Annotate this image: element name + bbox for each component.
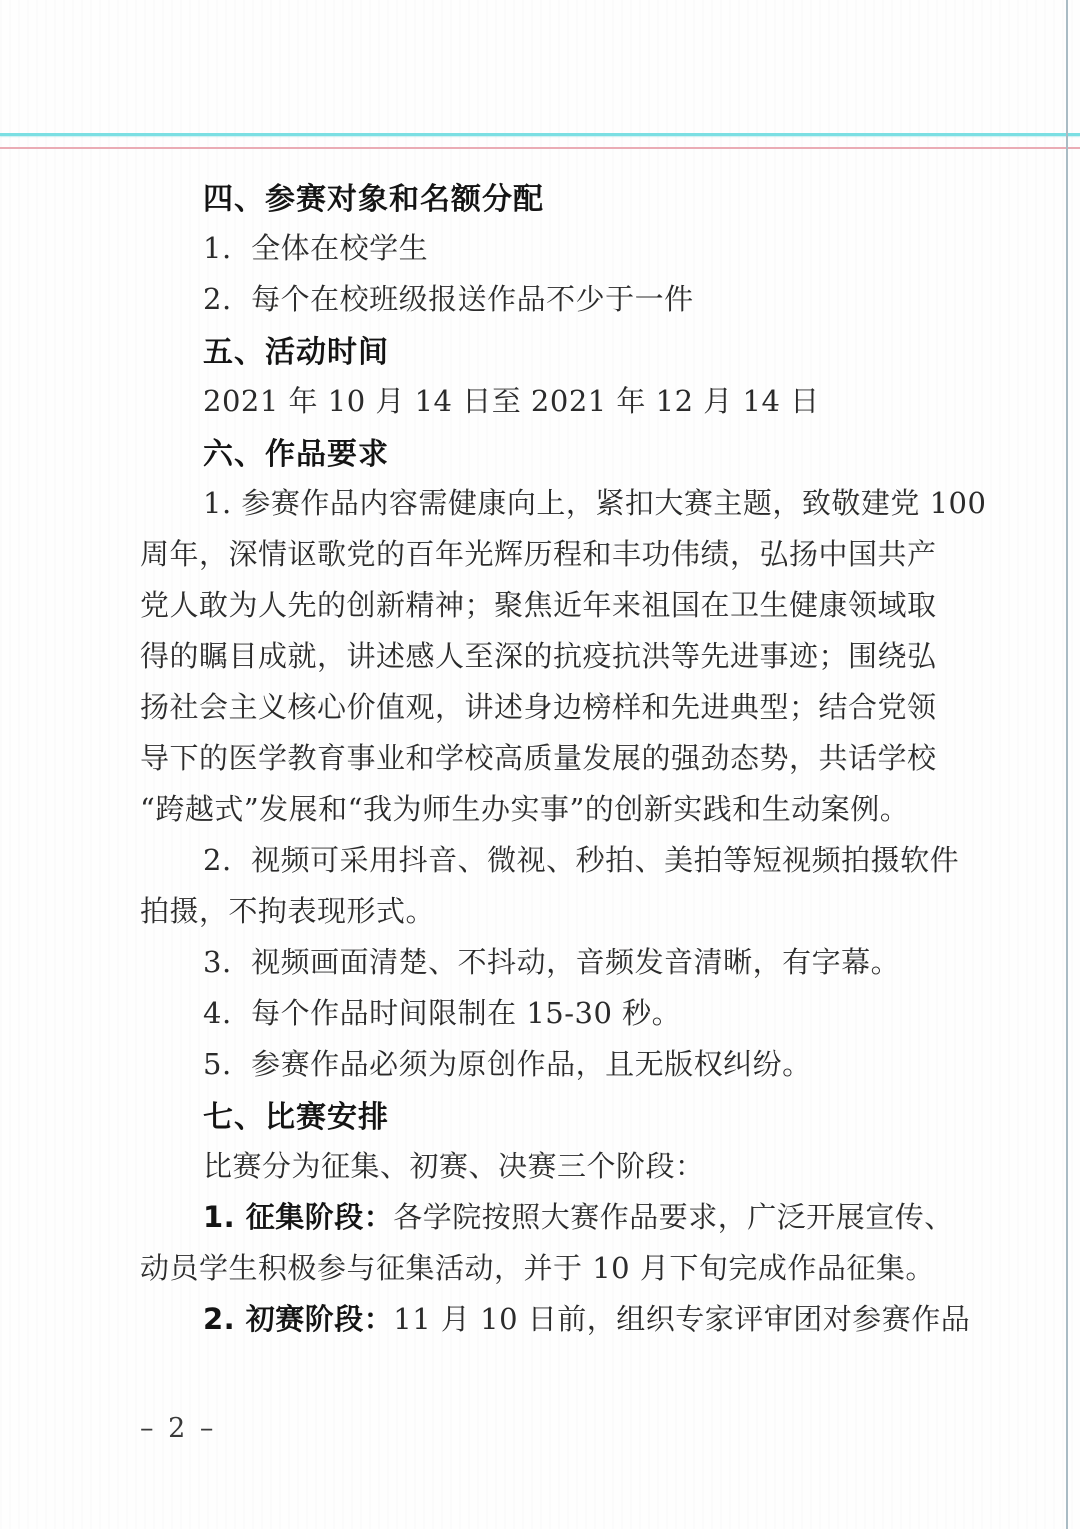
- requirement-1-line-1: 1. 参赛作品内容需健康向上，紧扣大赛主题，致敬建党 100: [203, 486, 987, 520]
- heading-section-7: 七、比赛安排: [203, 1099, 389, 1135]
- requirement-3: 3. 视频画面清楚、不抖动，音频发音清晰，有字幕。: [203, 945, 901, 979]
- requirement-2-line-1: 2. 视频可采用抖音、微视、秒拍、美拍等短视频拍摄软件: [203, 843, 960, 877]
- requirement-1-line-2: 周年，深情讴歌党的百年光辉历程和丰功伟绩，弘扬中国共产: [140, 537, 937, 571]
- list-item-eligibility-2: 2. 每个在校班级报送作品不少于一件: [203, 282, 694, 316]
- page-number: – 2 –: [140, 1412, 217, 1444]
- stage-2-bold-label: 2. 初赛阶段：: [203, 1302, 394, 1336]
- stage-overview-line: 比赛分为征集、初赛、决赛三个阶段：: [203, 1149, 705, 1183]
- stage-1-collection-line-2: 动员学生积极参与征集活动，并于 10 月下旬完成作品征集。: [140, 1251, 935, 1285]
- requirement-4: 4. 每个作品时间限制在 15-30 秒。: [203, 996, 682, 1030]
- requirement-1-line-6: 导下的医学教育事业和学校高质量发展的强劲态势，共话学校: [140, 741, 937, 775]
- stage-2-preliminary-line-1: [140, 1292, 971, 1343]
- stage-2-text: 11 月 10 日前，组织专家评审团对参赛作品: [393, 1302, 971, 1336]
- top-pink-rule-line: [0, 147, 1080, 149]
- requirement-1-line-7: “跨越式”发展和“我为师生办实事”的创新实践和生动案例。: [140, 792, 910, 826]
- stage-1-text: 各学院按照大赛作品要求，广泛开展宣传、: [393, 1200, 954, 1234]
- heading-section-6: 六、作品要求: [203, 436, 389, 472]
- heading-section-5: 五、活动时间: [203, 334, 389, 370]
- document-body: [140, 170, 987, 1343]
- top-cyan-rule-line: [0, 133, 1080, 136]
- stage-1-collection-line-1: [140, 1190, 954, 1241]
- requirement-1-line-5: 扬社会主义核心价值观，讲述身边榜样和先进典型；结合党领: [140, 690, 937, 724]
- requirement-5: 5. 参赛作品必须为原创作品，且无版权纠纷。: [203, 1047, 812, 1081]
- requirement-1-line-3: 党人敢为人先的创新精神；聚焦近年来祖国在卫生健康领域取: [140, 588, 937, 622]
- right-edge-scan-line: [1066, 0, 1068, 1529]
- requirement-1-line-4: 得的瞩目成就，讲述感人至深的抗疫抗洪等先进事迹；围绕弘: [140, 639, 937, 673]
- activity-date-range: 2021 年 10 月 14 日至 2021 年 12 月 14 日: [203, 384, 820, 418]
- requirement-2-line-2: 拍摄，不拘表现形式。: [140, 894, 436, 928]
- stage-1-bold-label: 1. 征集阶段：: [203, 1200, 394, 1234]
- heading-section-4: 四、参赛对象和名额分配: [203, 181, 544, 217]
- list-item-eligibility-1: 1. 全体在校学生: [203, 231, 429, 265]
